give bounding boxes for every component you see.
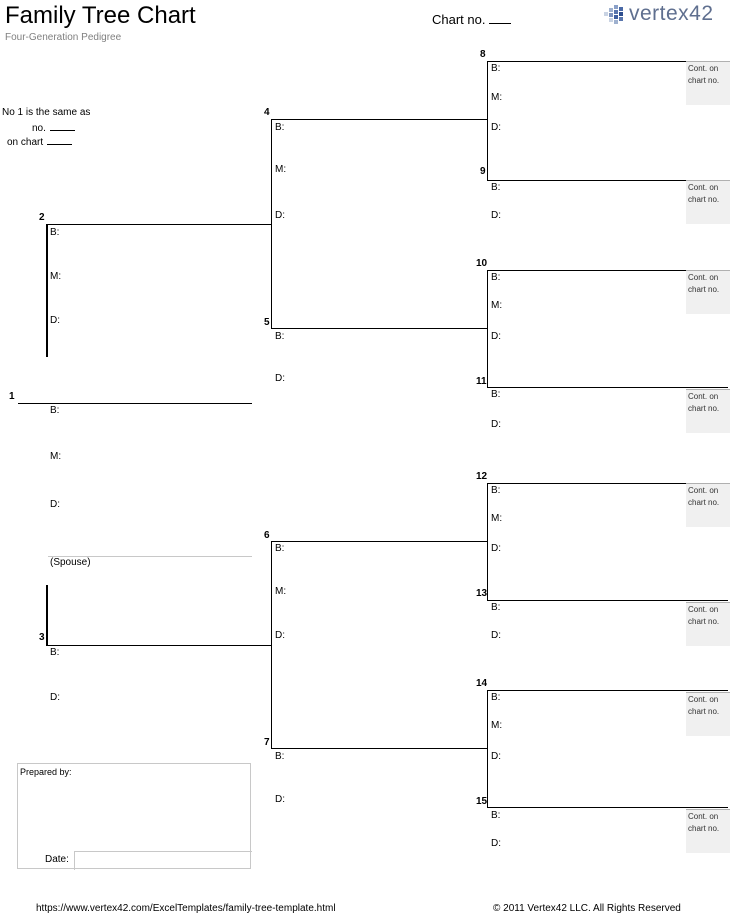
person-2-married: M: <box>50 271 62 282</box>
person-7-died: D: <box>275 794 285 805</box>
person-8-born: B: <box>491 63 501 74</box>
connector-14-15 <box>487 690 488 808</box>
person-14-born: B: <box>491 692 501 703</box>
person-15-born: B: <box>491 810 501 821</box>
person-10-born: B: <box>491 272 501 283</box>
connector-4-5 <box>271 119 272 329</box>
person-10-married: M: <box>491 300 503 311</box>
cont-label-line1: Cont. on <box>688 695 719 704</box>
person-14-line[interactable] <box>487 690 728 691</box>
person-number-4: 4 <box>264 107 270 118</box>
person-3-died: D: <box>50 692 60 703</box>
cont-label-line2: chart no. <box>688 195 720 204</box>
cont-label-line1: Cont. on <box>688 392 719 401</box>
same-as-chart-blank[interactable] <box>47 135 72 145</box>
person-9-born: B: <box>491 182 501 193</box>
person-10-died: D: <box>491 331 501 342</box>
chart-number-label: Chart no. <box>432 12 486 27</box>
person-number-2: 2 <box>39 212 45 223</box>
person-number-8: 8 <box>480 49 486 60</box>
person-8-married: M: <box>491 92 503 103</box>
spouse-label: (Spouse) <box>50 557 91 568</box>
same-as-chart-label: on chart <box>7 137 44 148</box>
person-7-line[interactable] <box>271 748 488 749</box>
page-subtitle: Four-Generation Pedigree <box>5 32 122 43</box>
person-1-died: D: <box>50 499 60 510</box>
person-11-died: D: <box>491 419 501 430</box>
same-as-line1: No 1 is the same as <box>2 107 91 118</box>
same-as-no-label: no. <box>32 123 46 134</box>
prepared-by-label: Prepared by: <box>20 767 72 777</box>
footer-url[interactable]: https://www.vertex42.com/ExcelTemplates/family-tree-template.html <box>36 903 336 914</box>
person-number-10: 10 <box>476 258 488 269</box>
person-3-line[interactable] <box>46 645 272 646</box>
person-6-born: B: <box>275 543 285 554</box>
person-1-married: M: <box>50 451 62 462</box>
person-5-line[interactable] <box>271 328 488 329</box>
footer-copyright: © 2011 Vertex42 LLC. All Rights Reserved <box>493 903 681 914</box>
cont-chart-box-8[interactable] <box>686 61 730 105</box>
person-12-died: D: <box>491 543 501 554</box>
person-13-born: B: <box>491 602 501 613</box>
person-4-married: M: <box>275 164 287 175</box>
cont-label-line2: chart no. <box>688 824 720 833</box>
person-14-died: D: <box>491 751 501 762</box>
person-number-7: 7 <box>264 737 270 748</box>
person-number-9: 9 <box>480 166 486 177</box>
same-as-no-field <box>32 121 75 134</box>
same-as-no-blank[interactable] <box>50 121 75 131</box>
person-15-died: D: <box>491 838 501 849</box>
connector-3 <box>46 585 48 646</box>
cont-label-line2: chart no. <box>688 76 720 85</box>
cont-label-line1: Cont. on <box>688 273 719 282</box>
cont-chart-box-9[interactable] <box>686 180 730 224</box>
cont-label-line2: chart no. <box>688 285 720 294</box>
cont-label-line2: chart no. <box>688 707 720 716</box>
person-2-born: B: <box>50 227 60 238</box>
person-6-married: M: <box>275 586 287 597</box>
person-number-6: 6 <box>264 530 270 541</box>
person-8-died: D: <box>491 122 501 133</box>
cont-label-line1: Cont. on <box>688 486 719 495</box>
person-number-1: 1 <box>9 391 15 402</box>
person-12-born: B: <box>491 485 501 496</box>
cont-label-line1: Cont. on <box>688 605 719 614</box>
person-11-line[interactable] <box>487 387 728 388</box>
connector-12-13 <box>487 483 488 601</box>
person-3-born: B: <box>50 647 60 658</box>
cont-chart-box-10[interactable] <box>686 270 730 314</box>
page-title: Family Tree Chart <box>5 2 196 29</box>
person-2-died: D: <box>50 315 60 326</box>
connector-2 <box>46 224 48 357</box>
person-number-11: 11 <box>476 376 487 387</box>
chart-number-blank[interactable] <box>489 13 511 24</box>
cont-label-line2: chart no. <box>688 404 720 413</box>
person-15-line[interactable] <box>487 807 728 808</box>
person-1-line[interactable] <box>18 403 252 404</box>
cont-chart-box-12[interactable] <box>686 483 730 527</box>
connector-8-9 <box>487 61 488 181</box>
same-as-chart-field <box>7 135 72 148</box>
person-number-12: 12 <box>476 471 488 482</box>
person-11-born: B: <box>491 389 501 400</box>
person-number-14: 14 <box>476 678 488 689</box>
person-4-died: D: <box>275 210 285 221</box>
person-14-married: M: <box>491 720 503 731</box>
date-field[interactable] <box>74 851 252 870</box>
person-number-3: 3 <box>39 632 45 643</box>
person-6-line[interactable] <box>271 541 488 542</box>
person-9-died: D: <box>491 210 501 221</box>
cont-chart-box-11[interactable] <box>686 389 730 433</box>
chart-number-field <box>432 12 511 27</box>
person-number-15: 15 <box>476 796 488 807</box>
vertex42-logo <box>602 2 724 28</box>
cont-label-line2: chart no. <box>688 498 720 507</box>
person-13-died: D: <box>491 630 501 641</box>
person-12-married: M: <box>491 513 503 524</box>
person-1-born: B: <box>50 405 60 416</box>
cont-chart-box-13[interactable] <box>686 602 730 646</box>
connector-10-11 <box>487 270 488 388</box>
person-5-born: B: <box>275 331 285 342</box>
person-number-13: 13 <box>476 588 488 599</box>
person-5-died: D: <box>275 373 285 384</box>
person-13-line[interactable] <box>487 600 728 601</box>
cont-label-line1: Cont. on <box>688 812 719 821</box>
logo-grid-icon <box>602 4 628 28</box>
cont-chart-box-14[interactable] <box>686 692 730 736</box>
prepared-by-box[interactable] <box>17 763 251 869</box>
cont-label-line2: chart no. <box>688 617 720 626</box>
cont-label-line1: Cont. on <box>688 64 719 73</box>
person-6-died: D: <box>275 630 285 641</box>
connector-6-7 <box>271 541 272 748</box>
person-number-5: 5 <box>264 317 270 328</box>
person-4-born: B: <box>275 122 285 133</box>
date-label: Date: <box>45 854 69 865</box>
cont-chart-box-15[interactable] <box>686 809 730 853</box>
person-7-born: B: <box>275 751 285 762</box>
logo-text: vertex42 <box>629 2 714 25</box>
person-2-line[interactable] <box>46 224 272 225</box>
cont-label-line1: Cont. on <box>688 183 719 192</box>
person-4-line[interactable] <box>271 119 488 120</box>
